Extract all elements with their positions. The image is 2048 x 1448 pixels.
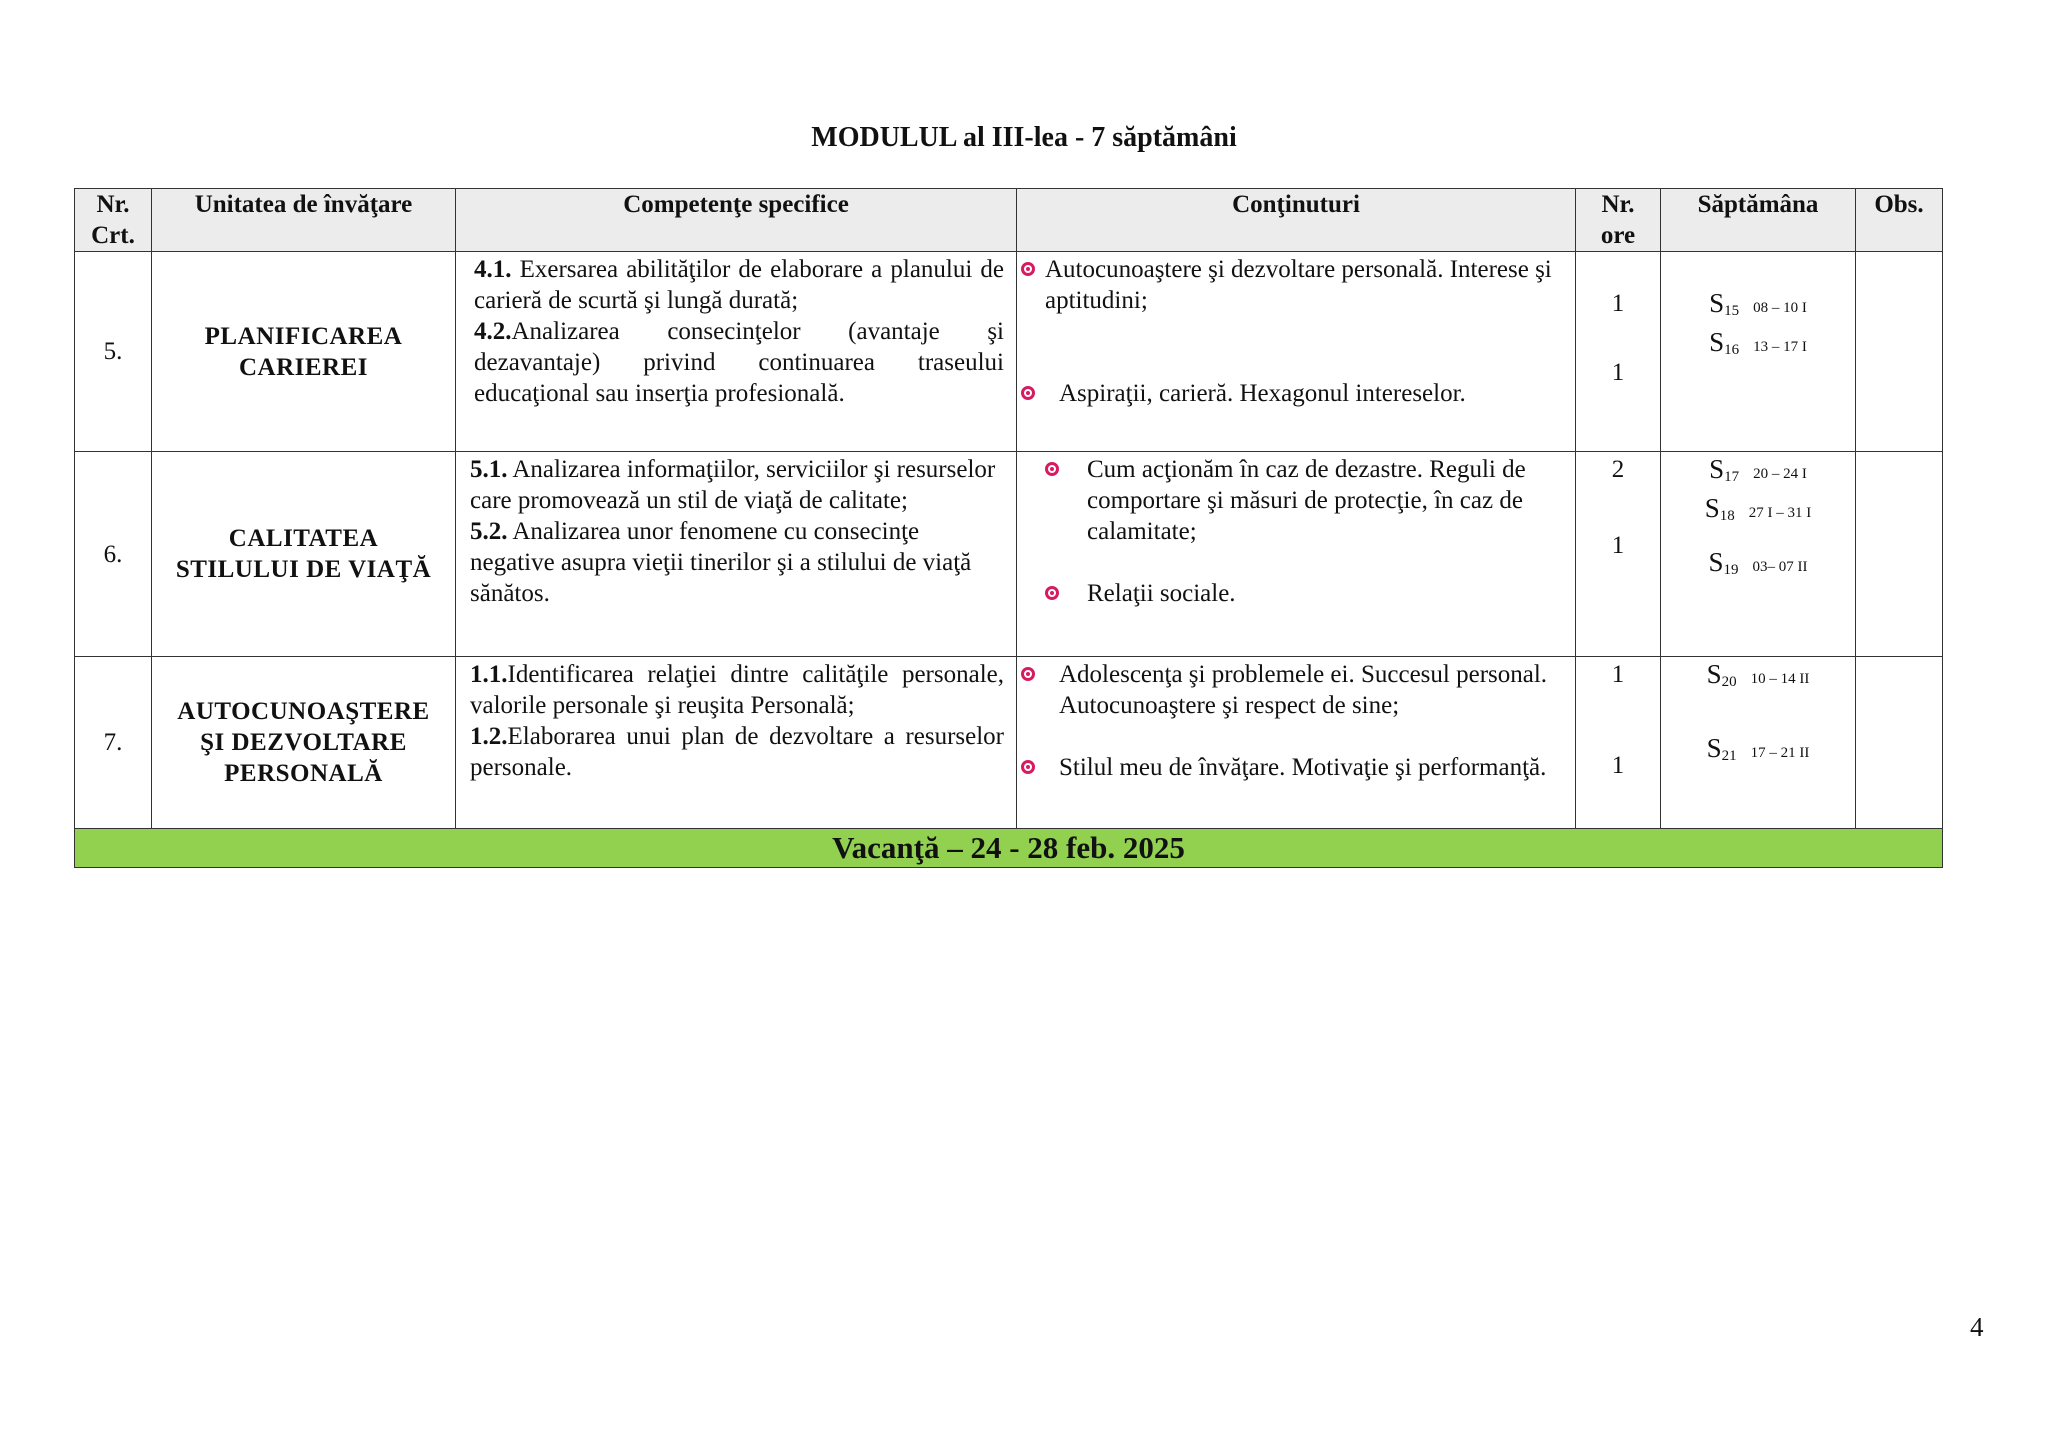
obs-cell — [1856, 252, 1943, 452]
hours-cell — [1576, 452, 1661, 657]
table-header-row — [75, 189, 1943, 252]
table-row — [75, 657, 1943, 829]
competence-item: 4.1. Exersarea abilităţilor de elaborare a planului de carieră de scurtă şi lungă durată; — [474, 256, 1004, 314]
learning-unit: PLANIFICAREA CARIEREI — [152, 252, 456, 452]
contents-cell — [1017, 252, 1576, 452]
competences-cell — [456, 657, 1017, 829]
row-number: 7. — [75, 657, 152, 829]
week-entry: $S_{15}$ 08 – 10 I — [1709, 288, 1807, 319]
contents-cell — [1017, 657, 1576, 829]
content-item: Autocunoaştere şi dezvoltare personală. Interese şi aptitudini; — [1021, 254, 1565, 316]
vacation-banner: Vacanţă – 24 - 28 feb. 2025 — [75, 829, 1943, 868]
week-entry: $S_{19}$ 03– 07 II — [1708, 547, 1808, 578]
hours-value: 1 — [1611, 752, 1625, 779]
competences-cell — [456, 452, 1017, 657]
competences-cell — [456, 252, 1017, 452]
weeks-cell — [1661, 657, 1856, 829]
spiral-bullet-icon — [1021, 262, 1035, 276]
page-title: MODULUL al III-lea - 7 săptămâni — [811, 122, 1237, 153]
competence-item: 1.2.Elaborarea unui plan de dezvoltare a resurselor personale. — [470, 723, 1004, 781]
week-entry: $S_{20}$ 10 – 14 II — [1706, 659, 1810, 690]
header-obs: Obs. — [1856, 189, 1943, 252]
header-competences: Competenţe specifice — [456, 189, 1017, 252]
spiral-bullet-icon — [1045, 586, 1059, 600]
header-hours: Nr. ore — [1576, 189, 1661, 252]
header-unit: Unitatea de învăţare — [152, 189, 456, 252]
vacation-row — [75, 829, 1943, 868]
hours-value: 2 — [1611, 456, 1625, 483]
weeks-cell — [1661, 252, 1856, 452]
hours-value: 1 — [1611, 359, 1625, 386]
obs-cell — [1856, 657, 1943, 829]
spiral-bullet-icon — [1045, 462, 1059, 476]
competence-item: 4.2.Analizarea consecinţelor (avantaje şi dezavantaje) privind continuarea traseului educaţional sau inserţia profesională. — [474, 318, 1004, 407]
header-contents: Conţinuturi — [1017, 189, 1576, 252]
learning-unit: CALITATEA STILULUI DE VIAŢĂ — [152, 452, 456, 657]
hours-value: 1 — [1611, 290, 1625, 317]
content-item: Aspiraţii, carieră. Hexagonul intereselor. — [1021, 378, 1565, 409]
row-number: 5. — [75, 252, 152, 452]
competence-item: 5.2. Analizarea unor fenomene cu consecinţe negative asupra vieţii tinerilor şi a stilului de viaţă sănătos. — [470, 518, 972, 607]
contents-cell — [1017, 452, 1576, 657]
week-entry: $S_{17}$ 20 – 24 I — [1709, 454, 1807, 485]
content-item: Stilul meu de învăţare. Motivaţie şi performanţă. — [1021, 752, 1565, 783]
week-entry: $S_{16}$ 13 – 17 I — [1709, 327, 1807, 358]
page-number: 4 — [1970, 1312, 1984, 1342]
content-item: Cum acţionăm în caz de dezastre. Reguli de comportare şi măsuri de protecţie, în caz de calamitate; — [1045, 454, 1565, 547]
hours-cell — [1576, 657, 1661, 829]
planning-table — [74, 188, 1943, 868]
competence-item: 5.1. Analizarea informaţiilor, serviciilor şi resurselor care promovează un stil de viaţă de calitate; — [470, 456, 996, 514]
table-row — [75, 452, 1943, 657]
obs-cell — [1856, 452, 1943, 657]
header-week: Săptămâna — [1661, 189, 1856, 252]
header-nr-crt: Nr. Crt. — [75, 189, 152, 252]
learning-unit: AUTOCUNOAŞTERE ŞI DEZVOLTARE PERSONALĂ — [152, 657, 456, 829]
week-entry: $S_{18}$ 27 I – 31 I — [1704, 493, 1812, 524]
spiral-bullet-icon — [1021, 667, 1035, 681]
spiral-bullet-icon — [1021, 386, 1035, 400]
spiral-bullet-icon — [1021, 760, 1035, 774]
hours-cell — [1576, 252, 1661, 452]
weeks-cell — [1661, 452, 1856, 657]
table-row — [75, 252, 1943, 452]
content-item: Adolescenţa şi problemele ei. Succesul personal. Autocunoaştere şi respect de sine; — [1021, 659, 1565, 721]
hours-value: 1 — [1611, 661, 1625, 688]
competence-item: 1.1.Identificarea relaţiei dintre calităţile personale, valorile personale şi reuşita Personală; — [470, 661, 1004, 719]
hours-value: 1 — [1611, 532, 1625, 559]
week-entry: $S_{21}$ 17 – 21 II — [1706, 733, 1810, 764]
content-item: Relaţii sociale. — [1045, 578, 1565, 609]
row-number: 6. — [75, 452, 152, 657]
